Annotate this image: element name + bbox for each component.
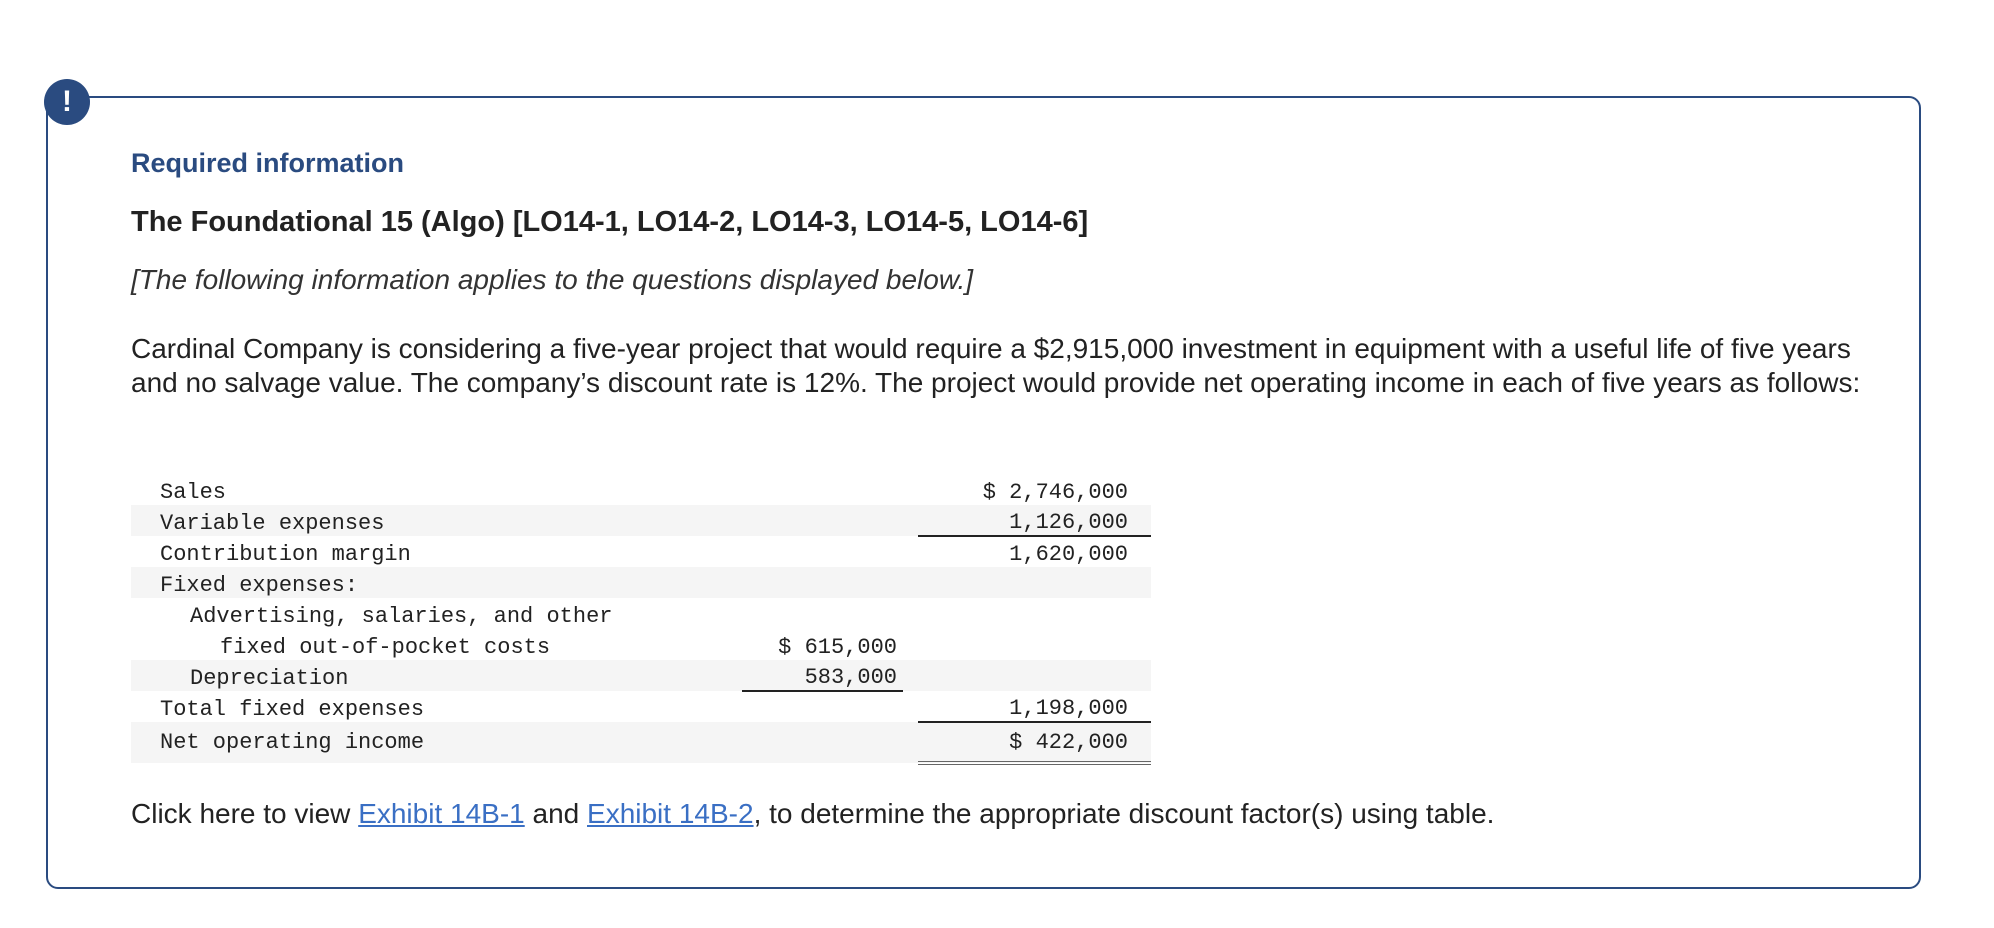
table-row (131, 598, 1151, 629)
exhibit-links-line (131, 798, 1494, 830)
footer-prefix: Click here to view (131, 798, 359, 829)
row-subvalue: $ 615,000 (778, 635, 897, 660)
row-value: 1,198,000 (918, 691, 1151, 722)
row-label: Net operating income (131, 722, 742, 763)
row-subvalue: 583,000 (742, 660, 903, 691)
exhibit-14b-1-link[interactable]: Exhibit 14B-1 (358, 798, 525, 829)
row-label: Advertising, salaries, and other (190, 604, 613, 629)
table-row (131, 536, 1151, 567)
row-label: fixed out-of-pocket costs (220, 635, 551, 660)
income-statement-table (131, 474, 1151, 765)
row-value: $ 2,746,000 (982, 480, 1128, 505)
table-row (131, 567, 1151, 598)
table-row (131, 660, 1151, 691)
table-row (131, 505, 1151, 536)
row-value: 1,126,000 (918, 505, 1151, 536)
row-label: Variable expenses (131, 505, 742, 536)
table-row (131, 474, 1151, 505)
row-label: Contribution margin (160, 542, 411, 567)
problem-paragraph: Cardinal Company is considering a five-year project that would require a $2,915,000 investment in equipment with a useful life of five years and no salvage value. The company’s discount rate is 12%. The project would provide net operating income in each of five years as follows: (131, 333, 1861, 398)
row-label: Depreciation (131, 660, 742, 691)
row-label: Sales (160, 480, 227, 505)
table-row (131, 691, 1151, 722)
row-value: 1,620,000 (1009, 542, 1128, 567)
exhibit-14b-2-link[interactable]: Exhibit 14B-2 (587, 798, 754, 829)
footer-and: and (524, 798, 588, 829)
table-row (131, 722, 1151, 763)
row-label: Fixed expenses: (131, 567, 742, 598)
table-row (131, 629, 1151, 660)
row-label: Total fixed expenses (160, 697, 425, 722)
section-label: Required information (131, 148, 405, 178)
applies-note: [The following information applies to the questions displayed below.] (131, 264, 974, 295)
problem-title: The Foundational 15 (Algo) [LO14-1, LO14-2, LO14-3, LO14-5, LO14-6] (131, 206, 1089, 238)
footer-suffix: , to determine the appropriate discount factor(s) using table. (753, 798, 1495, 829)
alert-exclamation-icon: ! (44, 79, 90, 125)
row-value: $ 422,000 (918, 722, 1151, 763)
